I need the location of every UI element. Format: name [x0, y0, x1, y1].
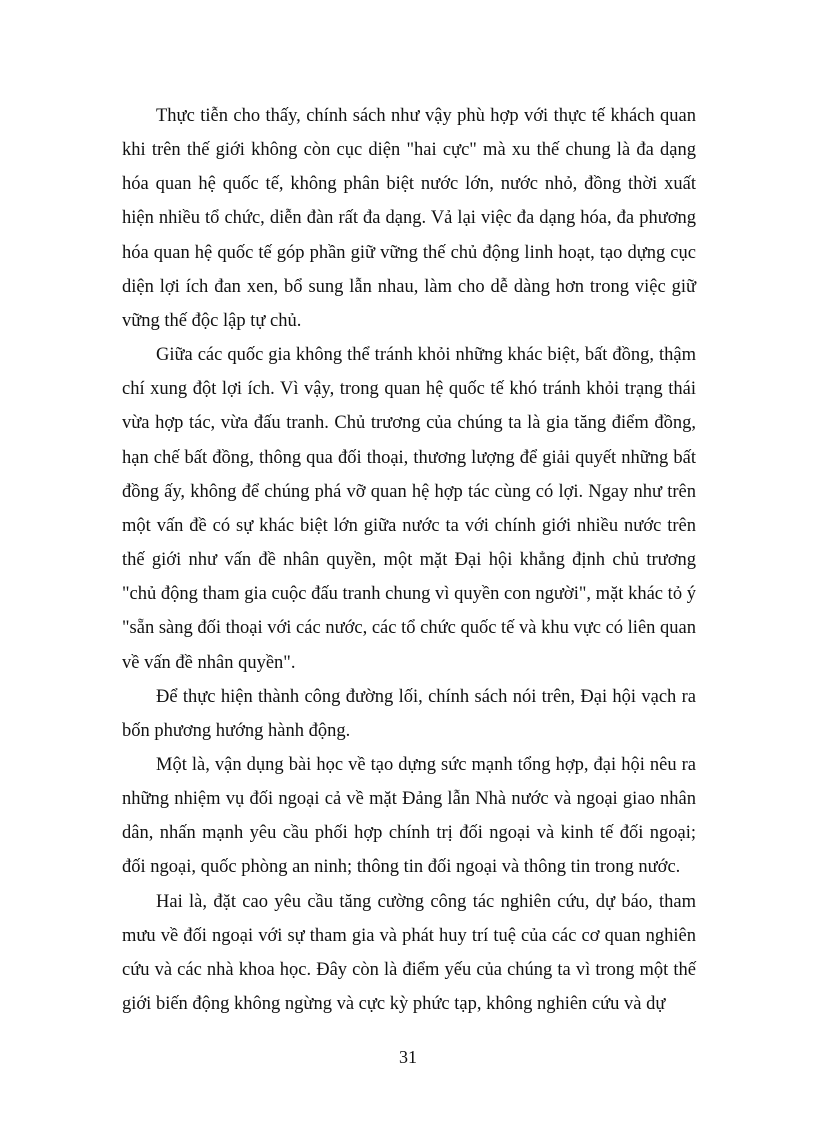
paragraph-4: Một là, vận dụng bài học về tạo dựng sức mạnh tổng hợp, đại hội nêu ra những nhiệm vụ đối ngoại cả về mặt Đảng lẫn Nhà nước và ngoại giao nhân dân, nhấn mạnh yêu cầu phối hợp chính trị đối ngoại và kinh tế đối ngoại; đối ngoại, quốc phòng an ninh; thông tin đối ngoại và thông tin trong nước. — [122, 754, 696, 878]
page-number: 31 — [399, 1047, 417, 1067]
body-text — [122, 99, 696, 1021]
paragraph-3: Để thực hiện thành công đường lối, chính sách nói trên, Đại hội vạch ra bốn phương hướng hành động. — [122, 686, 696, 741]
paragraph-2: Giữa các quốc gia không thể tránh khỏi những khác biệt, bất đồng, thậm chí xung đột lợi ích. Vì vậy, trong quan hệ quốc tế khó tránh khỏi trạng thái vừa hợp tác, vừa đấu tranh. Chủ trương của chúng ta là gia tăng điểm đồng, hạn chế bất đồng, thông qua đối thoại, thương lượng để giải quyết những bất đồng ấy, không để chúng phá vỡ quan hệ hợp tác cùng có lợi. Ngay như trên một vấn đề có sự khác biệt lớn giữa nước ta với chính giới nhiều nước trên thế giới như vấn đề nhân quyền, một mặt Đại hội khẳng định chủ trương "chủ động tham gia cuộc đấu tranh chung vì quyền con người", mặt khác tỏ ý "sẵn sàng đối thoại với các nước, các tổ chức quốc tế và khu vực có liên quan về vấn đề nhân quyền". — [122, 345, 696, 673]
paragraph-5: Hai là, đặt cao yêu cầu tăng cường công tác nghiên cứu, dự báo, tham mưu về đối ngoại với sự tham gia và phát huy trí tuệ của các cơ quan nghiên cứu và các nhà khoa học. Đây còn là điểm yếu của chúng ta vì trong một thế giới biến động không ngừng và cực kỳ phức tạp, không nghiên cứu và dự — [122, 891, 696, 1015]
paragraph-1: Thực tiễn cho thấy, chính sách như vậy phù hợp với thực tế khách quan khi trên thế giới không còn cục diện "hai cực" mà xu thế chung là đa dạng hóa quan hệ quốc tế, không phân biệt nước lớn, nước nhỏ, đồng thời xuất hiện nhiều tổ chức, diễn đàn rất đa dạng. Vả lại việc đa dạng hóa, đa phương hóa quan hệ quốc tế góp phần giữ vững thế chủ động linh hoạt, tạo dựng cục diện lợi ích đan xen, bổ sung lẫn nhau, làm cho dễ dàng hơn trong việc giữ vững thế độc lập tự chủ. — [122, 106, 696, 331]
